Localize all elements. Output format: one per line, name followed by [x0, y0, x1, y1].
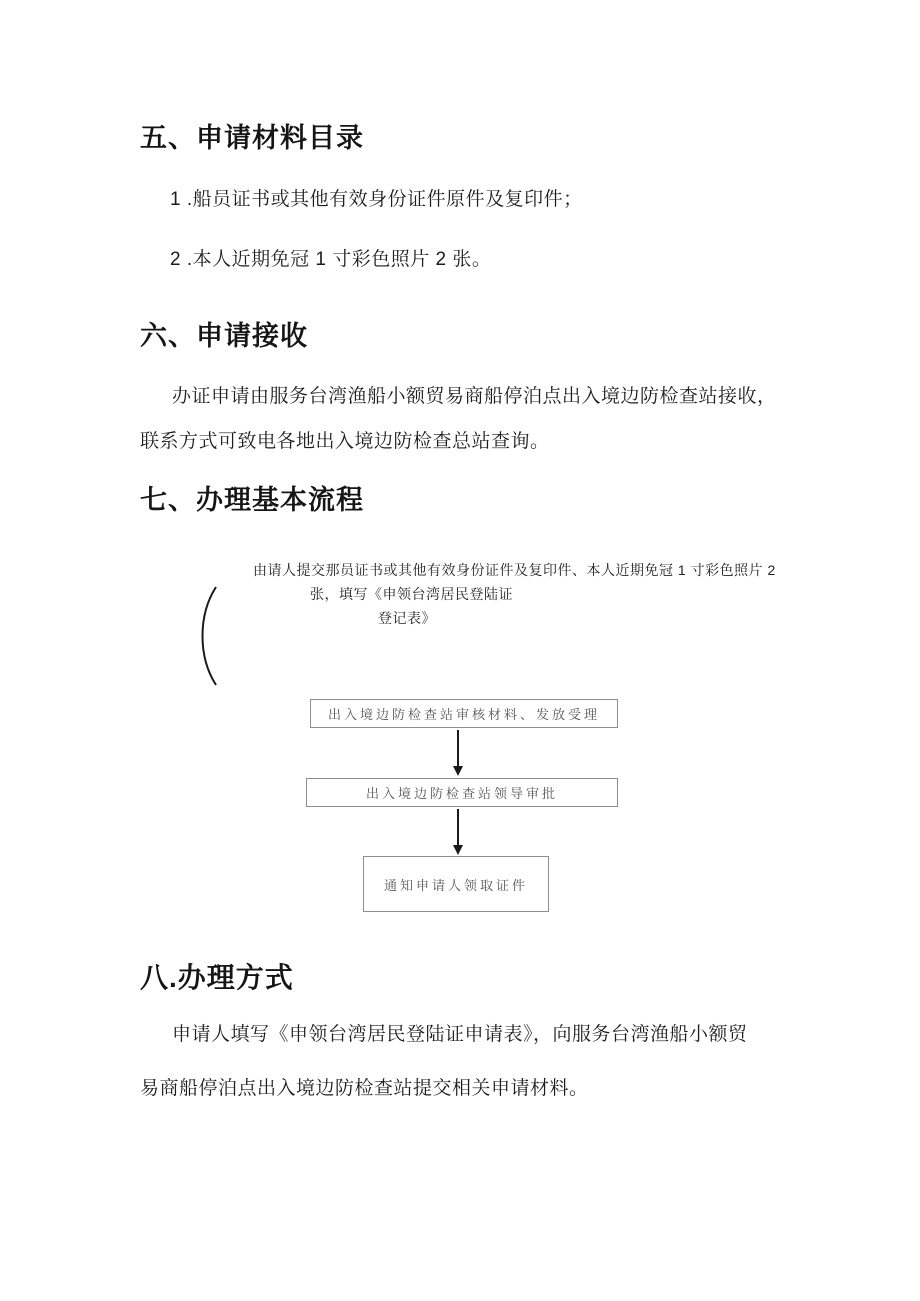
flow-intro-line3: 登记表》: [378, 610, 436, 626]
section8-paragraph-line1: 申请人填写《申领台湾居民登陆证申请表》，向服务台湾渔船小额贸: [172, 1024, 748, 1045]
section7-heading: 七、办理基本流程: [140, 485, 364, 515]
flow-intro-line1: 由请人提交那员证书或其他有效身份证件及复印件、本人近期免冠 1 寸彩色照片 2: [253, 562, 776, 578]
flow-step-notify-box: 通知申请人领取证件: [363, 856, 549, 912]
flow-step-review-box: 出入境边防检查站审核材料、发放受理: [310, 699, 618, 728]
section6-heading: 六、申请接收: [140, 321, 308, 351]
left-parenthesis-curve: [193, 585, 219, 687]
material-item-2: 2 .本人近期免冠 1 寸彩色照片 2 张。: [170, 249, 492, 270]
section8-heading: 八.办理方式: [140, 962, 294, 993]
flow-step-approval-box: 出入境边防检查站领导审批: [306, 778, 618, 807]
arrow-down-icon: [450, 730, 466, 776]
flow-intro-line2: 张，填写《申领台湾居民登陆证: [310, 586, 513, 602]
material-item-1: 1 .船员证书或其他有效身份证件原件及复印件；: [170, 189, 583, 210]
section6-paragraph-line2: 联系方式可致电各地出入境边防检查总站查询。: [140, 431, 550, 452]
arrow-down-icon: [450, 809, 466, 855]
section8-paragraph-line2: 易商船停泊点出入境边防检查站提交相关申请材料。: [140, 1078, 589, 1099]
section5-heading: 五、申请材料目录: [140, 123, 364, 153]
section6-paragraph-line1: 办证申请由服务台湾渔船小额贸易商船停泊点出入境边防检查站接收，: [172, 386, 777, 407]
